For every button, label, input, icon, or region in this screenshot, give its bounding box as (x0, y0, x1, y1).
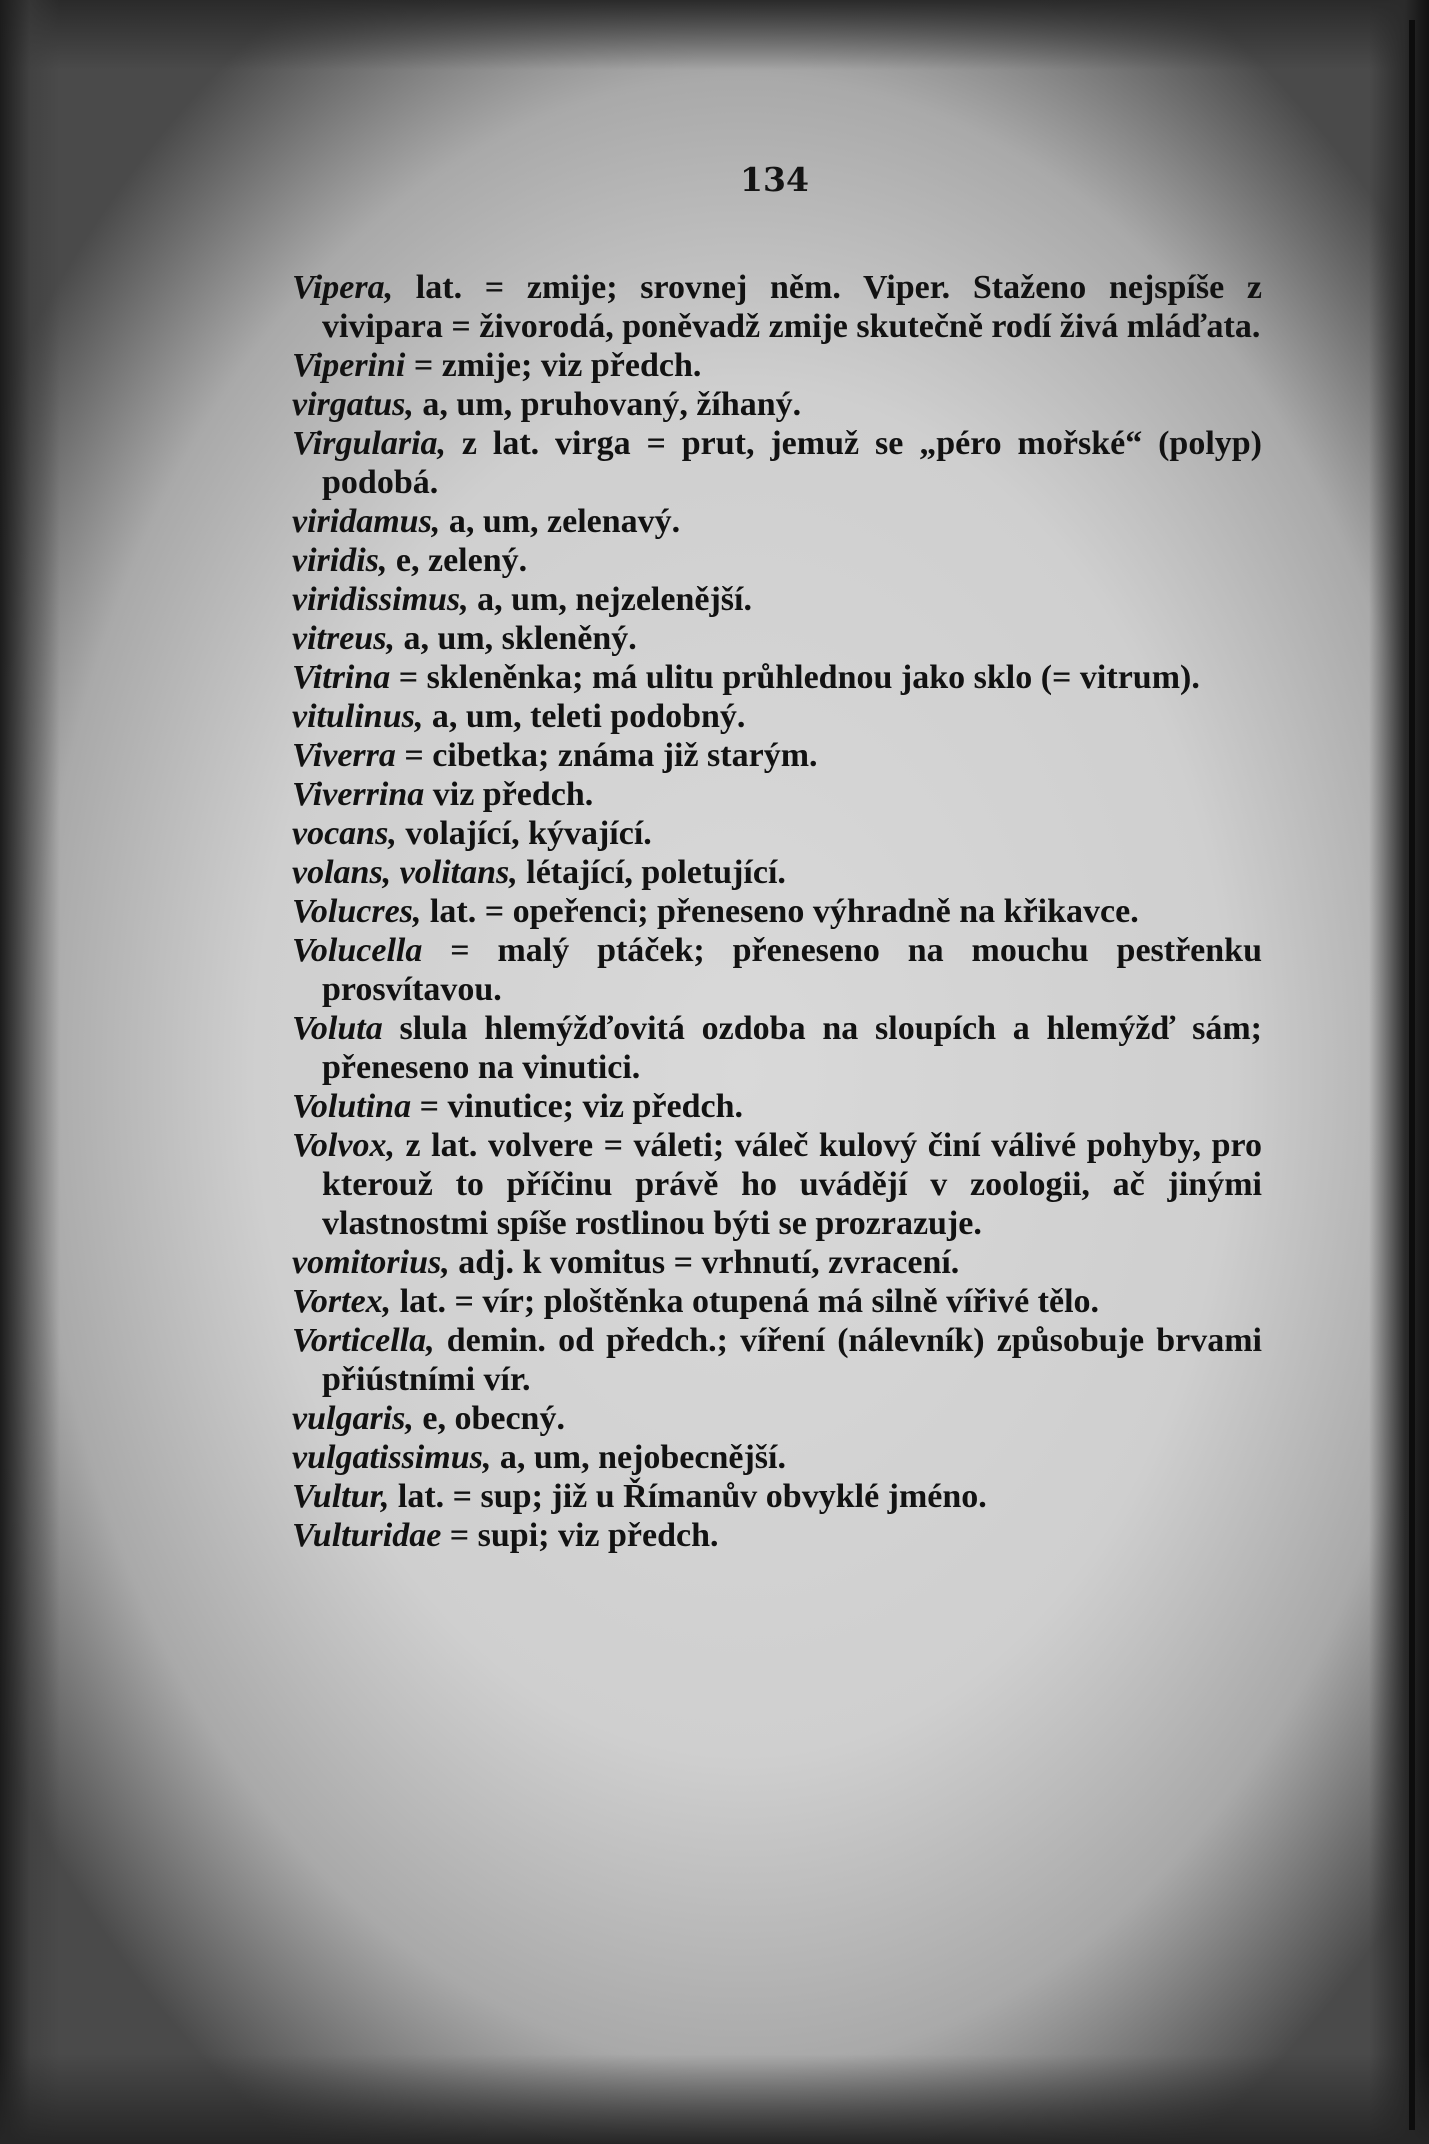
entry-definition: e, obecný. (413, 1400, 565, 1437)
entry-definition: z lat. virga = prut, jemuž se „péro mořské“ (polyp) podobá. (322, 425, 1262, 501)
entry-volutina (292, 1087, 1262, 1126)
entry-viridissimus (292, 580, 1262, 619)
entry-term: Voluta (292, 1010, 383, 1047)
entry-definition: lat. = vír; ploštěnka otupená má silně vířivé tělo. (391, 1283, 1100, 1320)
entry-definition: a, um, skleněný. (394, 620, 637, 657)
entry-term: Viverra (292, 737, 396, 774)
entry-definition: = malý ptáček; přeneseno na mouchu pestřenku prosvítavou. (322, 932, 1262, 1008)
entry-definition: a, um, nejzelenější. (468, 581, 752, 618)
entry-term: Vultur, (292, 1478, 390, 1515)
page-shadow-bottom (0, 2054, 1429, 2144)
entry-definition: a, um, pruhovaný, žíhaný. (413, 386, 802, 423)
entry-vulgatissimus (292, 1438, 1262, 1477)
entry-term: Viverrina (292, 776, 425, 813)
entry-viridamus (292, 502, 1262, 541)
entry-volucella (292, 931, 1262, 1009)
entry-volvox (292, 1126, 1262, 1243)
entry-vomitorius (292, 1243, 1262, 1282)
entry-vitulinus (292, 697, 1262, 736)
entry-definition: slula hlemýžďovitá ozdoba na sloupích a hlemýžď sám; přeneseno na vinutici. (322, 1010, 1262, 1086)
entry-definition: = skleněnka; má ulitu průhlednou jako sklo (= vitrum). (390, 659, 1200, 696)
entry-definition: = zmije; viz předch. (405, 347, 702, 384)
entry-term: viridissimus, (292, 581, 469, 618)
entry-term: vitreus, (292, 620, 395, 657)
entry-definition: = vinutice; viz předch. (411, 1088, 744, 1125)
entry-term: Vulturidae (292, 1517, 442, 1554)
entry-definition: lat. = zmije; srovnej něm. Viper. Staženo nejspíše z vivipara = živorodá, poněvadž zmije skutečně rodí živá mláďata. (322, 269, 1262, 345)
entry-definition: = cibetka; známa již starým. (395, 737, 818, 774)
entry-term: volans, volitans, (292, 854, 518, 891)
entry-definition: z lat. volvere = váleti; váleč kulový činí válivé pohyby, pro kterouž to příčinu právě ho uvádějí v zoologii, ač jinými vlastnostmi spíše rostlinou býti se prozrazuje. (322, 1127, 1262, 1242)
entry-vitrina (292, 658, 1262, 697)
binding-edge (1409, 20, 1415, 2130)
entry-definition: viz předch. (424, 776, 594, 813)
entry-viverrina (292, 775, 1262, 814)
entry-term: vitulinus, (292, 698, 424, 735)
entry-definition: demin. od předch.; víření (nálevník) způsobuje brvami přiústními vír. (322, 1322, 1262, 1398)
entry-viperini (292, 346, 1262, 385)
entry-term: Vortex, (292, 1283, 392, 1320)
entry-term: Vipera, (292, 269, 394, 306)
entry-virgatus (292, 385, 1262, 424)
entry-vortex (292, 1282, 1262, 1321)
entry-term: Vitrina (292, 659, 391, 696)
page-shadow-top (0, 0, 1429, 70)
entry-term: Viperini (292, 347, 406, 384)
entry-term: viridis, (292, 542, 388, 579)
entry-vulturidae (292, 1516, 1262, 1555)
entry-definition: volající, kývající. (396, 815, 652, 852)
entry-virgularia (292, 424, 1262, 502)
entry-term: Vorticella, (292, 1322, 435, 1359)
entry-term: viridamus, (292, 503, 441, 540)
entry-viridis (292, 541, 1262, 580)
entry-voluta (292, 1009, 1262, 1087)
entry-term: Virgularia, (292, 425, 447, 462)
entry-viverra (292, 736, 1262, 775)
page-shadow-right (1369, 0, 1429, 2144)
entry-definition: a, um, nejobecnější. (491, 1439, 786, 1476)
page-number: 134 (740, 160, 809, 199)
entry-definition: lat. = opeřenci; přeneseno výhradně na křikavce. (421, 893, 1139, 930)
entry-vultur (292, 1477, 1262, 1516)
entry-vocans (292, 814, 1262, 853)
entry-definition: a, um, zelenavý. (440, 503, 681, 540)
entry-volans (292, 853, 1262, 892)
entry-vipera (292, 268, 1262, 346)
entry-definition: lat. = sup; již u Římanův obvyklé jméno. (389, 1478, 987, 1515)
entry-term: vulgatissimus, (292, 1439, 492, 1476)
entry-term: Volutina (292, 1088, 412, 1125)
entry-term: virgatus, (292, 386, 414, 423)
entry-definition: a, um, teleti podobný. (423, 698, 746, 735)
entry-definition: = supi; viz předch. (441, 1517, 719, 1554)
entry-definition: adj. k vomitus = vrhnutí, zvracení. (449, 1244, 960, 1281)
page-shadow-left (0, 0, 60, 2144)
entry-vitreus (292, 619, 1262, 658)
entry-term: vocans, (292, 815, 397, 852)
entry-term: vomitorius, (292, 1244, 450, 1281)
entry-term: Volvox, (292, 1127, 395, 1164)
entry-vorticella (292, 1321, 1262, 1399)
entry-volucres (292, 892, 1262, 931)
entry-vulgaris (292, 1399, 1262, 1438)
entry-term: Volucella (292, 932, 423, 969)
entry-term: Volucres, (292, 893, 422, 930)
entry-definition: e, zelený. (387, 542, 528, 579)
entry-definition: létající, poletující. (517, 854, 786, 891)
glossary-entries (292, 268, 1262, 1555)
entry-term: vulgaris, (292, 1400, 414, 1437)
